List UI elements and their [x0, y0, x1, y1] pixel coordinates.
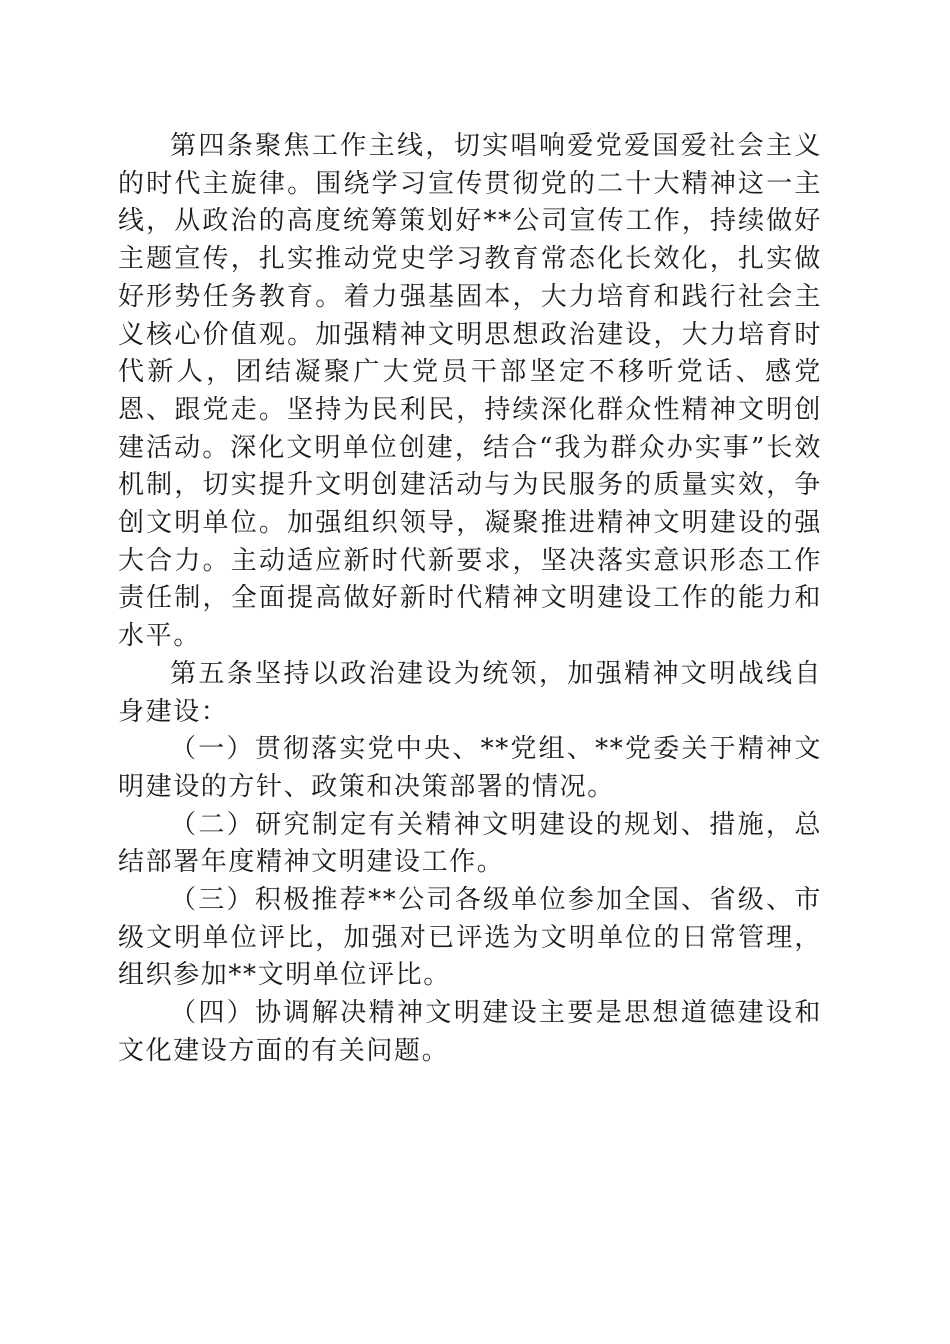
- article-5-item-3: （三）积极推荐**公司各级单位参加全国、省级、市级文明单位评比，加强对已评选为文明单位的日常管理，组织参加**文明单位评比。: [118, 885, 822, 991]
- article-5-item-4: （四）协调解决精神文明建设主要是思想道德建设和文化建设方面的有关问题。: [118, 998, 822, 1066]
- document-page: [118, 128, 822, 1071]
- article-5-heading: 第五条坚持以政治建设为统领，加强精神文明战线自身建设：: [118, 658, 822, 727]
- article-4-paragraph: 第四条聚焦工作主线，切实唱响爱党爱国爱社会主义的时代主旋律。围绕学习宣传贯彻党的二十大精神这一主线，从政治的高度统筹策划好**公司宣传工作，持续做好主题宣传，扎实推动党史学习教育常态化长效化，扎实做好形势任务教育。着力强基固本，大力培育和践行社会主义核心价值观。加强精神文明思想政治建设，大力培育时代新人，团结凝聚广大党员干部坚定不移听党话、感党恩、跟党走。坚持为民利民，持续深化群众性精神文明创建活动。深化文明单位创建，结合“我为群众办实事”长效机制，切实提升文明创建活动与为民服务的质量实效，争创文明单位。加强组织领导，凝聚推进精神文明建设的强大合力。主动适应新时代新要求，坚决落实意识形态工作责任制，全面提高做好新时代精神文明建设工作的能力和水平。: [118, 131, 822, 652]
- article-5-item-2: （二）研究制定有关精神文明建设的规划、措施，总结部署年度精神文明建设工作。: [118, 809, 822, 878]
- article-5-item-1: （一）贯彻落实党中央、**党组、**党委关于精神文明建设的方针、政策和决策部署的情况。: [118, 734, 822, 802]
